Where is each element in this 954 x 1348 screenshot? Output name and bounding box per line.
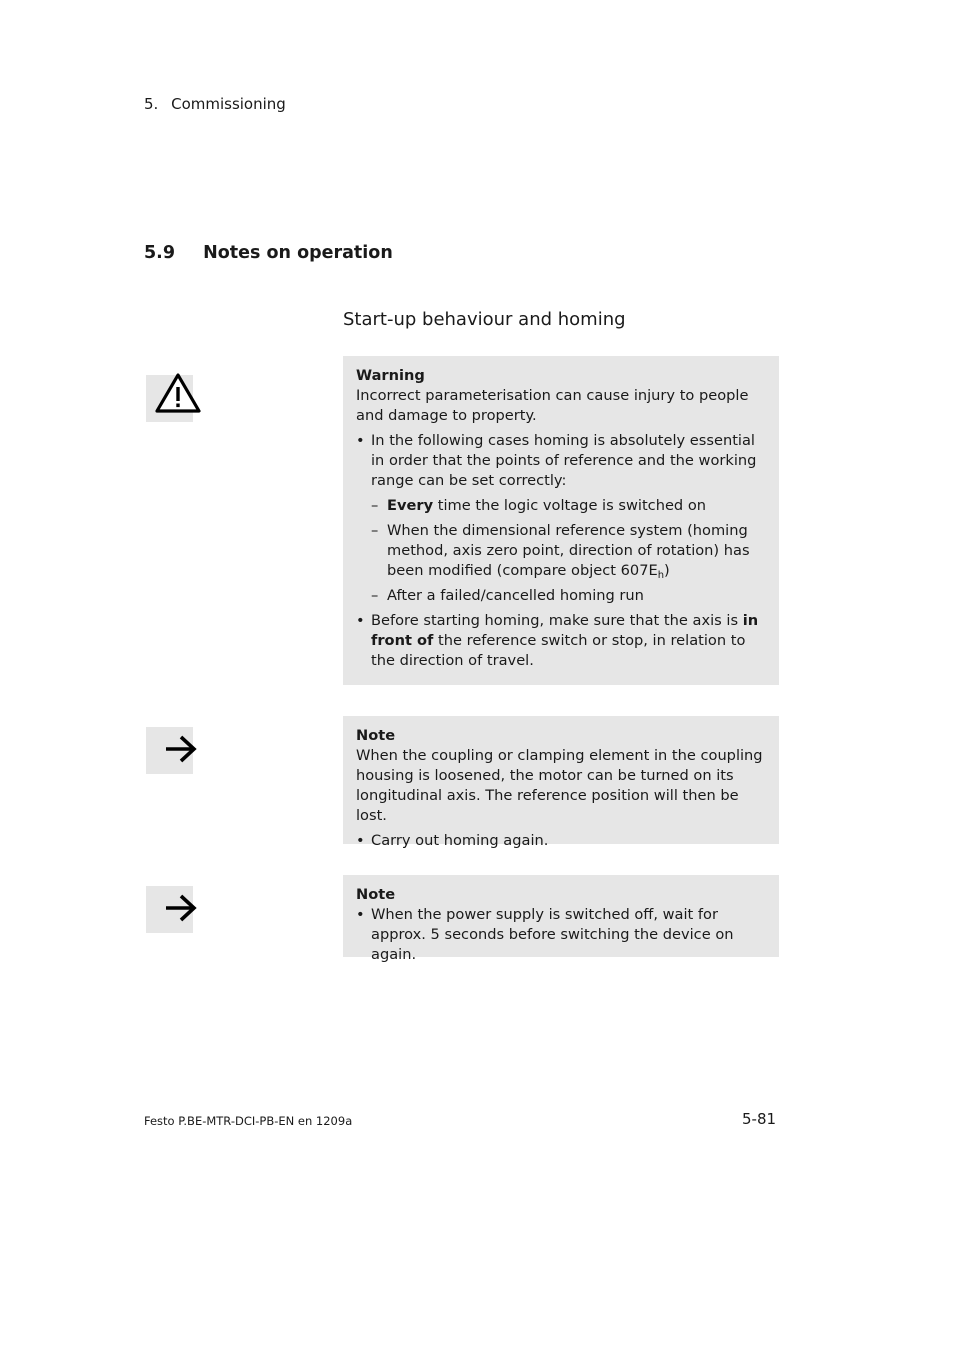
section-heading [144, 243, 393, 263]
note-box-2 [343, 875, 779, 963]
footer-document-id: Festo P.BE-MTR-DCI-PB-EN en 1209a [144, 1114, 353, 1128]
section-title: Notes on operation [203, 243, 393, 263]
warning-title: Warning [356, 367, 425, 384]
dash2-subscript: h [657, 570, 665, 581]
bullet2-pre: Before starting homing, make sure that the axis is [371, 612, 743, 629]
arrow-right-icon [164, 893, 198, 927]
note-icon-box-2 [146, 886, 193, 933]
note1-text: When the coupling or clamping element in the coupling housing is loosened, the motor can be turned on its longitudinal axis. The reference position will then be lost. [356, 747, 763, 824]
subheading: Start-up behaviour and homing [343, 309, 626, 330]
warning-triangle-icon [154, 372, 202, 418]
emphasis-in-front-of: in front of [371, 612, 759, 649]
warning-icon-box [146, 375, 193, 422]
bullet2-post: the reference switch or stop, in relation to the direction of travel. [371, 632, 746, 669]
running-head [144, 95, 286, 113]
note2-bullet: • When the power supply is switched off, wait for approx. 5 seconds before switching the device on again. [356, 905, 767, 965]
running-head-title: Commissioning [171, 95, 286, 113]
warning-dash-reference-system [356, 521, 767, 581]
note-icon-box-1 [146, 727, 193, 774]
dash2-text: When the dimensional reference system (homing method, axis zero point, direction of rotation) has been modified (compare object 607E [387, 522, 750, 579]
warning-dash-failed-homing: – After a failed/cancelled homing run [356, 586, 767, 606]
note1-bullet: • Carry out homing again. [356, 831, 767, 851]
warning-bullet-homing-cases: • In the following cases homing is absolutely essential in order that the points of reference and the working range can be set correctly: [356, 431, 767, 491]
note2-title: Note [356, 886, 396, 903]
arrow-right-icon [164, 734, 198, 768]
warning-intro: Incorrect parameterisation can cause injury to people and damage to property. [356, 387, 749, 424]
footer-page-number: 5-81 [742, 1110, 777, 1128]
note1-title: Note [356, 727, 396, 744]
dash2-end: ) [664, 562, 670, 579]
section-number: 5.9 [144, 243, 176, 263]
warning-box [343, 356, 779, 685]
warning-dash-logic-voltage [356, 496, 767, 516]
dash1-text: time the logic voltage is switched on [433, 497, 707, 514]
emphasis-every: Every [387, 497, 434, 514]
note-box-1 [343, 716, 779, 849]
warning-bullet-before-homing [356, 611, 767, 671]
running-head-number: 5. [144, 95, 159, 113]
